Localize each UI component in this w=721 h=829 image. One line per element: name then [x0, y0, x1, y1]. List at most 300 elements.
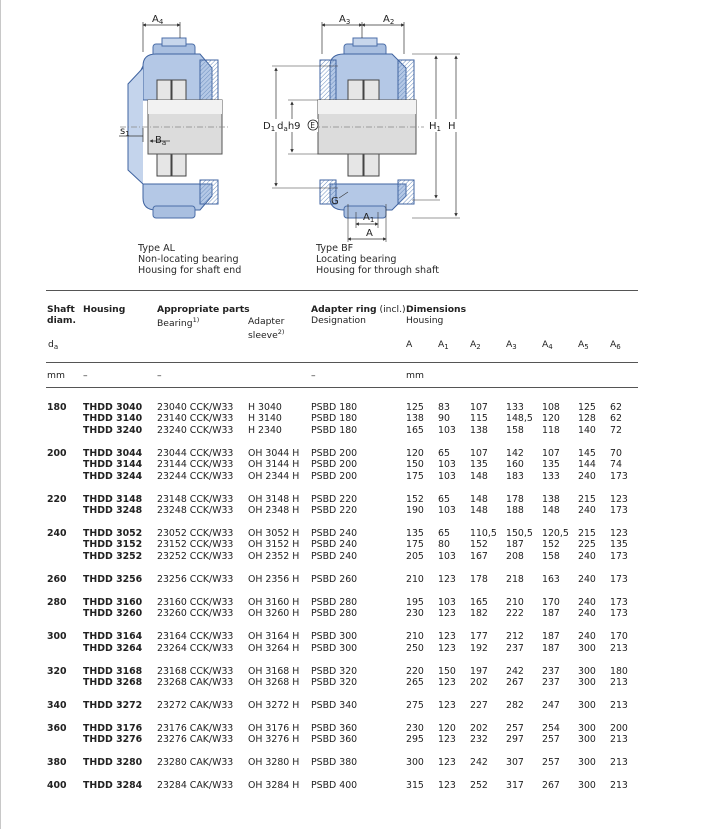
cell-dim-a2: 107: [470, 447, 488, 459]
cell-adapter-ring: PSBD 300: [311, 642, 358, 654]
cell-dim-a3: 242: [506, 665, 524, 677]
cell-dim-a: 230: [406, 608, 424, 620]
cell-dim-a3: 267: [506, 677, 524, 688]
cell-dim-a5: 144: [578, 459, 596, 471]
shaft-diameter: 320: [47, 665, 67, 677]
cell-dim-a3: 208: [506, 550, 524, 562]
cell-dim-a: 230: [406, 723, 424, 734]
shaft-diameter: 240: [47, 528, 67, 539]
cell-dim-a6: 200: [610, 723, 628, 734]
cell-dim-a6: 173: [610, 573, 628, 585]
cell-dim-a: 175: [406, 470, 424, 482]
cell-bearing: 23148 CCK/W33: [157, 493, 234, 505]
cell-adapter-sleeve: OH 3260 H: [248, 608, 300, 620]
cell-dim-a4: 135: [542, 459, 560, 471]
dim-symbol: $A_3$: [506, 339, 517, 351]
cell-dim-a: 295: [406, 734, 424, 746]
cell-dim-a6: 173: [610, 470, 628, 482]
dim-symbol: $A_4$: [542, 339, 553, 351]
label-ba-sub: a: [161, 139, 167, 147]
cell-bearing: 23052 CCK/W33: [157, 528, 234, 539]
label-h: H: [448, 121, 456, 132]
cell-dim-a: 210: [406, 631, 424, 643]
cell-housing: THDD 3148: [83, 493, 143, 505]
cell-dim-a2: 227: [470, 700, 488, 711]
cell-dim-a2: 152: [470, 539, 488, 551]
cell-bearing: 23176 CAK/W33: [157, 723, 234, 734]
cell-dim-a5: 300: [578, 757, 596, 769]
cell-dim-a2: 148: [470, 470, 488, 482]
cell-dim-a2: 232: [470, 734, 488, 746]
cell-dim-a2: 242: [470, 757, 488, 769]
cell-bearing: 23272 CAK/W33: [157, 700, 234, 711]
cell-dim-a4: 152: [542, 539, 560, 551]
label-a1: A: [363, 212, 370, 223]
cell-dim-a: 205: [406, 550, 424, 562]
cell-dim-a: 250: [406, 642, 424, 654]
cell-housing: THDD 3044: [83, 447, 143, 459]
cell-housing: THDD 3144: [83, 459, 143, 471]
cell-dim-a1: 65: [438, 447, 450, 459]
cell-dim-a5: 240: [578, 573, 596, 585]
header-adapter-ring: Adapter ring (incl.) Designation: [311, 304, 406, 326]
label-a: A: [366, 228, 373, 239]
cell-dim-a6: 173: [610, 505, 628, 516]
cell-dim-a2: 178: [470, 573, 488, 585]
cell-dim-a3: 183: [506, 470, 524, 482]
cell-adapter-ring: PSBD 380: [311, 757, 358, 769]
cell-dim-a4: 170: [542, 596, 560, 608]
header-bottom-rule: [46, 387, 638, 388]
caption-bf-line: Type BF: [316, 243, 354, 254]
label-da-sub: a: [283, 125, 288, 133]
cell-dim-a5: 240: [578, 550, 596, 562]
cell-bearing: 23256 CCK/W33: [157, 573, 234, 585]
cell-adapter-ring: PSBD 220: [311, 493, 358, 505]
cell-dim-a5: 215: [578, 493, 596, 505]
cell-dim-a2: 197: [470, 665, 488, 677]
svg-text:A2: [383, 14, 394, 26]
cell-dim-a4: 120: [542, 413, 560, 425]
cell-dim-a3: 160: [506, 459, 524, 471]
cell-dim-a: 152: [406, 493, 424, 505]
cell-dim-a5: 128: [578, 413, 596, 425]
cell-dim-a2: 182: [470, 608, 488, 620]
cell-dim-a4: 163: [542, 573, 560, 585]
cell-adapter-sleeve: OH 3152 H: [248, 539, 300, 551]
cell-adapter-sleeve: OH 2352 H: [248, 550, 300, 562]
cell-adapter-ring: PSBD 180: [311, 413, 358, 425]
cell-dim-a1: 123: [438, 642, 456, 654]
cell-dim-a: 195: [406, 596, 424, 608]
label-da-tol: h9: [287, 121, 301, 132]
cell-dim-a2: 115: [470, 413, 488, 425]
cell-dim-a3: 282: [506, 700, 524, 711]
cell-dim-a3: 158: [506, 424, 524, 436]
cell-adapter-sleeve: H 2340: [248, 424, 282, 436]
cell-dim-a2: 107: [470, 402, 488, 413]
cell-housing: THDD 3052: [83, 528, 143, 539]
cell-adapter-sleeve: OH 3052 H: [248, 528, 300, 539]
cell-dim-a1: 123: [438, 734, 456, 746]
shaft-diameter: 200: [47, 447, 67, 459]
cell-bearing: 23268 CAK/W33: [157, 677, 234, 688]
cell-housing: THDD 3248: [83, 505, 143, 516]
cell-adapter-ring: PSBD 320: [311, 677, 358, 688]
cell-adapter-sleeve: OH 3176 H: [248, 723, 300, 734]
cell-dim-a6: 213: [610, 700, 628, 711]
cell-dim-a5: 300: [578, 700, 596, 711]
dim-symbol: $A_5$: [578, 339, 589, 351]
cell-dim-a4: 254: [542, 723, 560, 734]
label-a3-sub: 3: [345, 18, 351, 26]
cell-adapter-sleeve: OH 3144 H: [248, 459, 300, 471]
cell-dim-a1: 103: [438, 459, 456, 471]
cell-adapter-sleeve: OH 3264 H: [248, 642, 300, 654]
cell-dim-a4: 138: [542, 493, 560, 505]
shaft-diameter: 180: [47, 402, 67, 413]
cell-dim-a1: 90: [438, 413, 450, 425]
cell-dim-a4: 187: [542, 642, 560, 654]
svg-text:A3: [339, 14, 350, 26]
cell-housing: THDD 3260: [83, 608, 143, 620]
caption-al-line: Housing for shaft end: [138, 265, 242, 276]
cell-bearing: 23164 CCK/W33: [157, 631, 234, 643]
cell-dim-a6: 173: [610, 596, 628, 608]
cell-dim-a3: 317: [506, 780, 524, 792]
cell-bearing: 23160 CCK/W33: [157, 596, 234, 608]
cell-dim-a6: 123: [610, 493, 628, 505]
cell-bearing: 23152 CCK/W33: [157, 539, 234, 551]
label-a2: A: [383, 14, 390, 25]
cell-adapter-sleeve: OH 3044 H: [248, 447, 300, 459]
header-adapter-sleeve: Adapter sleeve$^{2)}$: [248, 316, 285, 342]
cell-dim-a2: 177: [470, 631, 488, 643]
caption-al-line: Non-locating bearing: [138, 254, 239, 265]
label-ba: B: [155, 135, 162, 146]
cell-adapter-ring: PSBD 240: [311, 539, 358, 551]
cell-dim-a4: 133: [542, 470, 560, 482]
cell-housing: THDD 3152: [83, 539, 143, 551]
cell-adapter-ring: PSBD 360: [311, 723, 358, 734]
cell-adapter-sleeve: OH 3268 H: [248, 677, 300, 688]
cell-bearing: 23260 CCK/W33: [157, 608, 234, 620]
cell-housing: THDD 3040: [83, 402, 143, 413]
cell-dim-a4: 187: [542, 608, 560, 620]
cell-adapter-ring: PSBD 240: [311, 550, 358, 562]
cell-adapter-sleeve: H 3040: [248, 402, 282, 413]
shaft-diameter: 280: [47, 596, 67, 608]
cell-dim-a2: 135: [470, 459, 488, 471]
cell-dim-a2: 167: [470, 550, 488, 562]
cell-dim-a5: 240: [578, 470, 596, 482]
cell-dim-a5: 300: [578, 780, 596, 792]
cell-housing: THDD 3168: [83, 665, 143, 677]
cell-adapter-ring: PSBD 360: [311, 734, 358, 746]
cell-dim-a3: 218: [506, 573, 524, 585]
cell-dim-a: 125: [406, 402, 424, 413]
cell-dim-a5: 225: [578, 539, 596, 551]
cell-dim-a: 165: [406, 424, 424, 436]
cell-dim-a1: 123: [438, 700, 456, 711]
caption-type-al: [138, 243, 241, 276]
cell-dim-a6: 173: [610, 608, 628, 620]
cell-dim-a: 120: [406, 447, 424, 459]
label-a1-sub: 1: [369, 216, 375, 224]
cell-dim-a6: 123: [610, 528, 628, 539]
cell-dim-a3: 222: [506, 608, 524, 620]
dim-symbol: $A_6$: [610, 339, 621, 351]
header-appropriate-parts: Appropriate parts Bearing$^{1)}$: [157, 304, 250, 330]
cell-dim-a6: 213: [610, 734, 628, 746]
cell-adapter-ring: PSBD 220: [311, 505, 358, 516]
cell-dim-a5: 125: [578, 402, 596, 413]
cell-housing: THDD 3160: [83, 596, 143, 608]
cell-dim-a5: 240: [578, 608, 596, 620]
cell-dim-a: 300: [406, 757, 424, 769]
cell-bearing: 23168 CCK/W33: [157, 665, 234, 677]
unit-dims: mm: [406, 370, 424, 381]
cell-dim-a6: 72: [610, 424, 622, 436]
cell-adapter-ring: PSBD 400: [311, 780, 358, 792]
cell-dim-a: 175: [406, 539, 424, 551]
cell-dim-a3: 297: [506, 734, 524, 746]
cell-dim-a1: 103: [438, 470, 456, 482]
cell-dim-a5: 300: [578, 723, 596, 734]
type-al-drawing: [119, 14, 228, 218]
cell-dim-a5: 240: [578, 631, 596, 643]
cell-dim-a3: 257: [506, 723, 524, 734]
dim-symbol: $A_1$: [438, 339, 449, 351]
cell-dim-a2: 202: [470, 677, 488, 688]
cell-bearing: 23244 CCK/W33: [157, 470, 234, 482]
label-s1: s: [120, 126, 126, 137]
cell-dim-a5: 240: [578, 596, 596, 608]
cell-bearing: 23280 CAK/W33: [157, 757, 234, 769]
cell-dim-a6: 170: [610, 631, 628, 643]
cell-bearing: 23144 CCK/W33: [157, 459, 234, 471]
cell-dim-a6: 74: [610, 459, 622, 471]
cell-adapter-ring: PSBD 240: [311, 528, 358, 539]
cell-dim-a6: 213: [610, 642, 628, 654]
cell-adapter-ring: PSBD 260: [311, 573, 358, 585]
header-mid-rule: [46, 362, 638, 363]
cell-dim-a4: 247: [542, 700, 560, 711]
cell-housing: THDD 3268: [83, 677, 143, 688]
cell-adapter-ring: PSBD 320: [311, 665, 358, 677]
cell-dim-a4: 118: [542, 424, 560, 436]
cell-dim-a6: 70: [610, 447, 622, 459]
cell-dim-a3: 307: [506, 757, 524, 769]
cell-dim-a4: 108: [542, 402, 560, 413]
cell-dim-a3: 210: [506, 596, 524, 608]
cell-dim-a6: 213: [610, 677, 628, 688]
cell-dim-a1: 123: [438, 757, 456, 769]
label-d1: D: [263, 121, 271, 132]
cell-housing: THDD 3276: [83, 734, 143, 746]
cell-dim-a6: 135: [610, 539, 628, 551]
cell-adapter-sleeve: OH 3168 H: [248, 665, 300, 677]
cell-dim-a5: 300: [578, 665, 596, 677]
cell-dim-a2: 165: [470, 596, 488, 608]
cell-dim-a: 275: [406, 700, 424, 711]
cell-dim-a1: 103: [438, 424, 456, 436]
cell-dim-a6: 173: [610, 550, 628, 562]
cell-dim-a4: 237: [542, 665, 560, 677]
cell-dim-a5: 300: [578, 642, 596, 654]
cell-dim-a1: 80: [438, 539, 450, 551]
svg-text:A4: [152, 14, 164, 26]
cell-adapter-ring: PSBD 340: [311, 700, 358, 711]
cell-housing: THDD 3264: [83, 642, 143, 654]
cell-adapter-ring: PSBD 200: [311, 459, 358, 471]
cell-dim-a: 190: [406, 505, 424, 516]
shaft-diameter: 340: [47, 700, 67, 711]
cell-adapter-ring: PSBD 300: [311, 631, 358, 643]
cell-dim-a3: 150,5: [506, 528, 533, 539]
cell-bearing: 23276 CAK/W33: [157, 734, 234, 746]
cell-dim-a1: 123: [438, 677, 456, 688]
cell-adapter-sleeve: OH 3148 H: [248, 493, 300, 505]
cell-bearing: 23248 CCK/W33: [157, 505, 234, 516]
cell-dim-a1: 120: [438, 723, 456, 734]
svg-text:D1dah9: [263, 121, 301, 133]
cell-adapter-sleeve: OH 3164 H: [248, 631, 300, 643]
cell-adapter-sleeve: OH 2344 H: [248, 470, 300, 482]
cell-dim-a3: 187: [506, 539, 524, 551]
cell-adapter-sleeve: OH 3160 H: [248, 596, 300, 608]
cell-dim-a2: 148: [470, 493, 488, 505]
cell-dim-a5: 300: [578, 677, 596, 688]
cell-housing: THDD 3256: [83, 573, 143, 585]
cell-bearing: 23044 CCK/W33: [157, 447, 234, 459]
header-symbol-da: $d_a$: [48, 339, 59, 351]
cell-dim-a5: 300: [578, 734, 596, 746]
cell-dim-a6: 62: [610, 413, 622, 425]
caption-type-bf: [316, 243, 439, 276]
unit-bearing: –: [157, 370, 162, 381]
cell-adapter-sleeve: OH 3272 H: [248, 700, 300, 711]
cell-dim-a4: 148: [542, 505, 560, 516]
cell-dim-a3: 178: [506, 493, 524, 505]
cell-dim-a4: 257: [542, 757, 560, 769]
cell-dim-a6: 62: [610, 402, 622, 413]
cell-dim-a: 315: [406, 780, 424, 792]
cell-dim-a6: 213: [610, 780, 628, 792]
cell-adapter-ring: PSBD 180: [311, 424, 358, 436]
cell-adapter-ring: PSBD 180: [311, 402, 358, 413]
cell-dim-a: 210: [406, 573, 424, 585]
cell-housing: THDD 3240: [83, 424, 143, 436]
cell-adapter-ring: PSBD 200: [311, 447, 358, 459]
label-e-circled: E: [310, 121, 316, 130]
label-d1-sub: 1: [270, 125, 276, 133]
header-shaft: Shaft diam.: [47, 304, 76, 326]
cell-dim-a5: 240: [578, 505, 596, 516]
cell-dim-a3: 148,5: [506, 413, 533, 425]
cell-dim-a: 220: [406, 665, 424, 677]
cell-dim-a1: 150: [438, 665, 456, 677]
cell-adapter-sleeve: OH 3276 H: [248, 734, 300, 746]
unit-shaft: mm: [47, 370, 65, 381]
cell-dim-a4: 257: [542, 734, 560, 746]
cell-adapter-sleeve: OH 3284 H: [248, 780, 300, 792]
cell-dim-a1: 123: [438, 608, 456, 620]
cell-bearing: 23140 CCK/W33: [157, 413, 234, 425]
shaft-diameter: 360: [47, 723, 67, 734]
cell-housing: THDD 3272: [83, 700, 143, 711]
cell-dim-a3: 212: [506, 631, 524, 643]
cell-dim-a3: 142: [506, 447, 524, 459]
cell-dim-a4: 107: [542, 447, 560, 459]
cell-adapter-sleeve: OH 2356 H: [248, 573, 300, 585]
cell-housing: THDD 3252: [83, 550, 143, 562]
cell-dim-a1: 123: [438, 780, 456, 792]
cell-bearing: 23284 CAK/W33: [157, 780, 234, 792]
cell-dim-a2: 252: [470, 780, 488, 792]
shaft-diameter: 380: [47, 757, 67, 769]
cell-dim-a3: 237: [506, 642, 524, 654]
cell-dim-a3: 188: [506, 505, 524, 516]
cell-adapter-ring: PSBD 280: [311, 596, 358, 608]
label-a2-sub: 2: [389, 18, 395, 26]
cell-housing: THDD 3244: [83, 470, 143, 482]
table-top-rule: [46, 290, 638, 291]
cell-dim-a5: 140: [578, 424, 596, 436]
caption-al-line: Type AL: [138, 243, 175, 254]
cell-dim-a2: 192: [470, 642, 488, 654]
cell-dim-a5: 145: [578, 447, 596, 459]
cell-housing: THDD 3164: [83, 631, 143, 643]
cell-dim-a4: 237: [542, 677, 560, 688]
cell-bearing: 23040 CCK/W33: [157, 402, 234, 413]
cell-dim-a: 265: [406, 677, 424, 688]
cell-dim-a4: 158: [542, 550, 560, 562]
label-g: G: [331, 196, 339, 207]
cell-bearing: 23264 CCK/W33: [157, 642, 234, 654]
cell-adapter-sleeve: H 3140: [248, 413, 282, 425]
label-h1-sub: 1: [436, 125, 441, 133]
cell-dim-a1: 65: [438, 528, 450, 539]
cell-dim-a6: 213: [610, 757, 628, 769]
cell-dim-a1: 83: [438, 402, 450, 413]
cell-dim-a2: 148: [470, 505, 488, 516]
cell-dim-a1: 103: [438, 550, 456, 562]
unit-housing: –: [83, 370, 88, 381]
cell-dim-a1: 103: [438, 596, 456, 608]
cell-dim-a: 150: [406, 459, 424, 471]
caption-bf-line: Housing for through shaft: [316, 265, 439, 276]
cell-bearing: 23240 CCK/W33: [157, 424, 234, 436]
cell-dim-a4: 120,5: [542, 528, 569, 539]
cell-dim-a1: 103: [438, 505, 456, 516]
label-a4: A: [152, 14, 159, 25]
cell-housing: THDD 3280: [83, 757, 143, 769]
label-a4-sub: 4: [158, 18, 164, 26]
cell-bearing: 23252 CCK/W33: [157, 550, 234, 562]
cell-dim-a1: 123: [438, 573, 456, 585]
cell-dim-a5: 215: [578, 528, 596, 539]
dim-symbol: A: [406, 339, 413, 350]
shaft-diameter: 400: [47, 780, 67, 792]
cell-housing: THDD 3176: [83, 723, 143, 734]
cell-dim-a2: 138: [470, 424, 488, 436]
cell-dim-a4: 187: [542, 631, 560, 643]
cell-dim-a1: 123: [438, 631, 456, 643]
cell-dim-a3: 133: [506, 402, 524, 413]
shaft-diameter: 300: [47, 631, 67, 643]
cell-dim-a1: 65: [438, 493, 450, 505]
